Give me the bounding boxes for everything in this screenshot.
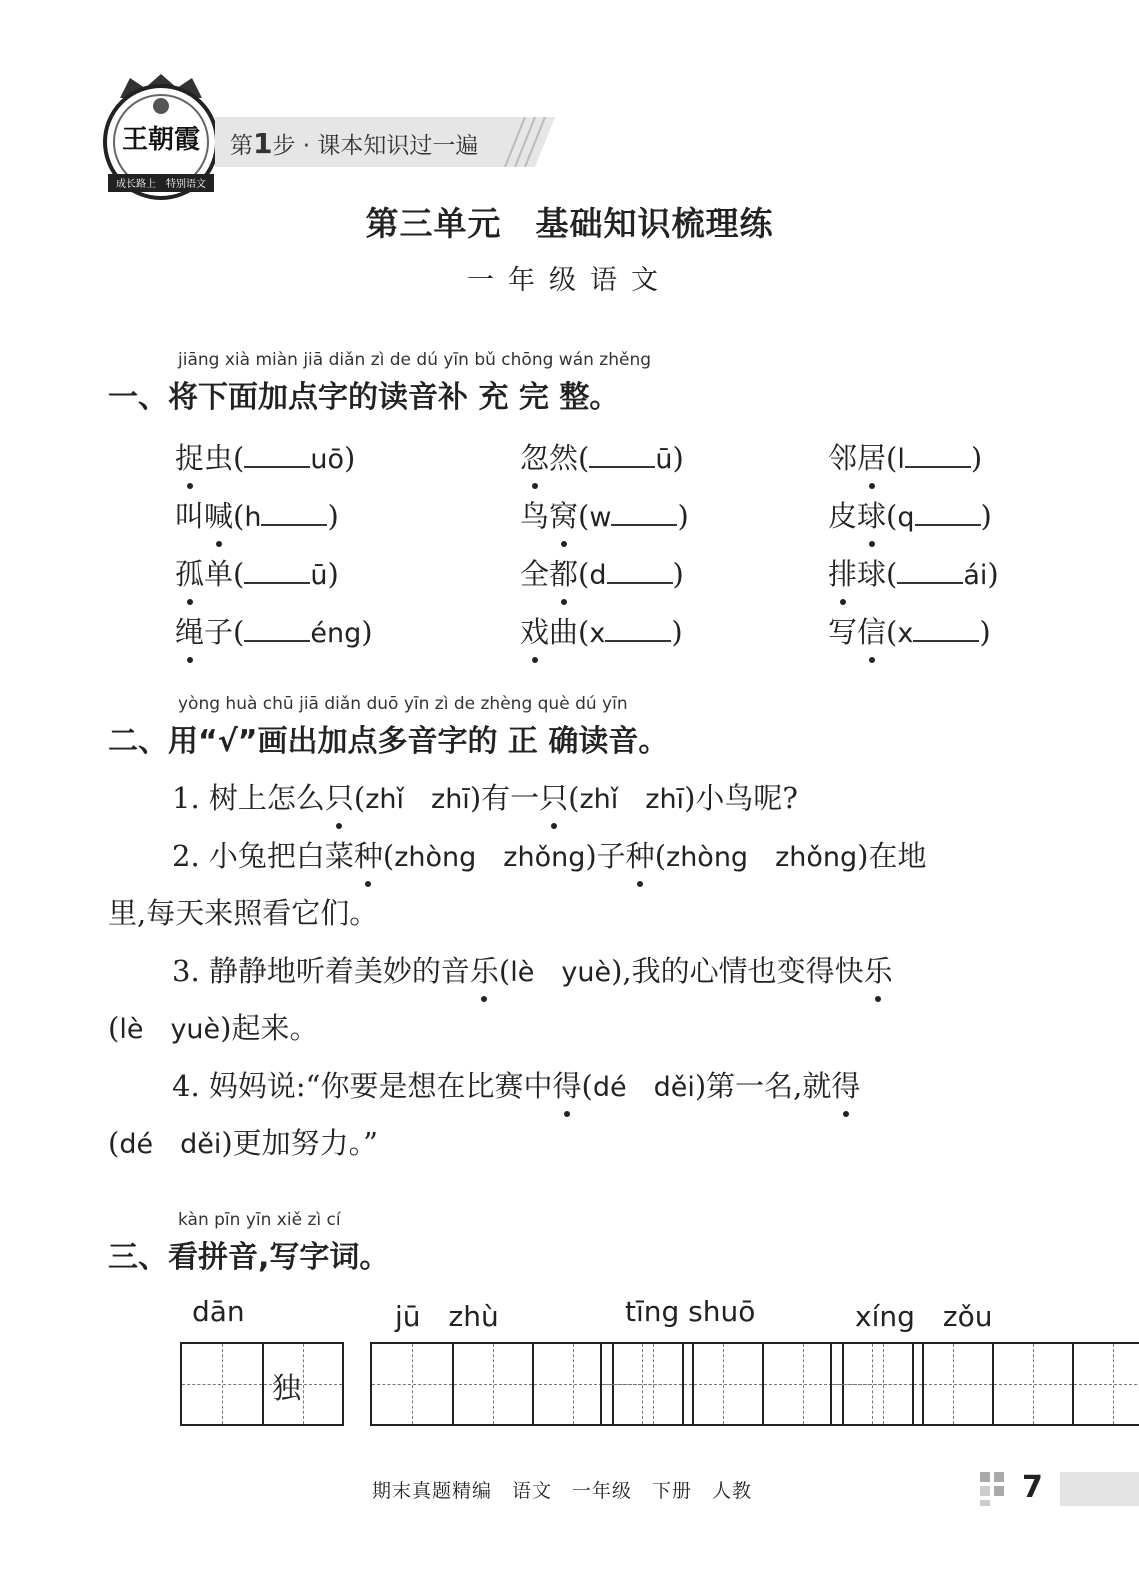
text: 1. 树上怎么 — [172, 781, 325, 815]
paren: ) — [327, 499, 339, 533]
tianzige-cell[interactable] — [832, 1344, 912, 1424]
given-pinyin: ái — [963, 560, 988, 591]
paren: ) — [361, 615, 373, 649]
tianzige-cell[interactable] — [452, 1344, 532, 1424]
given-pinyin: x — [897, 618, 914, 649]
answer-blank[interactable] — [905, 440, 971, 468]
step-label: 第1步 · 课本知识过一遍 — [230, 127, 479, 160]
writing-grid[interactable] — [830, 1342, 1139, 1426]
text: 4. 妈妈说:“你要是想在比赛中 — [172, 1069, 553, 1103]
footer-text: 期末真题精编 语文 一年级 下册 人教 — [372, 1480, 753, 1502]
answer-blank[interactable] — [913, 614, 979, 642]
question-line — [172, 836, 926, 878]
paren: ) — [672, 441, 684, 475]
hanzi: 窝 — [549, 499, 579, 533]
paren: ( — [233, 499, 245, 533]
word-pinyin: jū zhù — [395, 1300, 499, 1333]
pinyin-options[interactable]: dé děi — [592, 1072, 695, 1103]
hanzi: 捉 — [175, 441, 205, 475]
section2-pinyin: yòng huà chū jiā diǎn duō yīn zì de zhèng què dú yīn — [178, 694, 628, 714]
paren: ( — [233, 615, 245, 649]
given-pinyin: x — [589, 618, 606, 649]
question-line — [108, 1123, 378, 1165]
answer-blank[interactable] — [607, 556, 673, 584]
given-pinyin: w — [589, 502, 612, 533]
question-line — [108, 1008, 318, 1050]
word-pinyin: dān — [192, 1295, 245, 1328]
answer-blank[interactable] — [611, 498, 677, 526]
tianzige-cell[interactable] — [372, 1344, 452, 1424]
tianzige-cell[interactable] — [912, 1344, 992, 1424]
paren: ) — [970, 441, 983, 475]
question-line — [172, 778, 798, 820]
question-line — [172, 1066, 860, 1108]
text: ( — [382, 839, 395, 873]
paren: ( — [886, 499, 898, 533]
answer-blank[interactable] — [261, 498, 327, 526]
section3-title: 三、看拼音,写字词。 — [108, 1240, 390, 1275]
word-pinyin: xíng zǒu — [855, 1300, 993, 1333]
text: )在地 — [857, 839, 927, 873]
given-pinyin: q — [897, 502, 915, 533]
text: )更加努力。” — [221, 1126, 378, 1160]
polyphone-char: 乐 — [863, 954, 893, 988]
word-pinyin: tīng shuō — [625, 1295, 756, 1328]
paren: ) — [677, 499, 689, 533]
polyphone-char: 得 — [831, 1069, 861, 1103]
polyphone-char: 只 — [324, 781, 354, 815]
section1-pinyin: jiāng xià miàn jiā diǎn zì de dú yīn bǔ chōng wán zhěng — [178, 350, 652, 370]
text: )小鸟呢? — [684, 781, 798, 815]
tianzige-cell[interactable] — [602, 1344, 682, 1424]
text: )有一 — [469, 781, 540, 815]
given-pinyin: éng — [310, 618, 362, 649]
reading-item — [175, 436, 355, 477]
hanzi: 叫 — [175, 499, 205, 533]
answer-blank[interactable] — [244, 614, 310, 642]
pinyin-options[interactable]: zhǐ zhī — [579, 784, 685, 815]
given-pinyin: ū — [655, 444, 673, 475]
paren: ) — [979, 615, 991, 649]
reading-item — [520, 552, 684, 593]
hanzi: 然 — [549, 441, 579, 475]
hanzi: 皮 — [828, 499, 858, 533]
hanzi: 子 — [204, 615, 234, 649]
question-line — [108, 893, 378, 933]
answer-blank[interactable] — [915, 498, 981, 526]
paren: ( — [578, 557, 590, 591]
text: ( — [568, 781, 580, 815]
polyphone-char: 乐 — [469, 954, 499, 988]
hanzi: 单 — [204, 557, 234, 591]
page-subtitle: 一年级语文 — [467, 265, 672, 296]
section2-title: 二、用“√”画出加点多音字的 正 确读音。 — [108, 724, 669, 759]
pinyin-options[interactable]: zhǐ zhī — [365, 784, 470, 815]
pinyin-options[interactable]: zhòng zhǒng — [666, 842, 858, 873]
hanzi: 曲 — [549, 615, 579, 649]
hanzi: 鸟 — [520, 499, 550, 533]
text: ( — [108, 1011, 120, 1045]
polyphone-char: 得 — [552, 1069, 582, 1103]
hanzi: 都 — [549, 557, 579, 591]
answer-blank[interactable] — [244, 556, 310, 584]
answer-blank[interactable] — [605, 614, 671, 642]
text: 2. 小兔把白菜 — [172, 839, 354, 873]
svg-text:特别语文: 特别语文 — [166, 179, 206, 190]
hanzi: 信 — [857, 615, 887, 649]
given-pinyin: l — [897, 444, 905, 475]
hanzi: 球 — [857, 499, 887, 533]
tianzige-cell[interactable] — [992, 1344, 1072, 1424]
reading-item — [828, 436, 982, 477]
hanzi: 忽 — [520, 441, 550, 475]
tianzige-cell[interactable] — [682, 1344, 762, 1424]
text: ( — [498, 954, 511, 988]
paren: ) — [344, 441, 356, 475]
paren: ) — [987, 557, 999, 591]
hanzi: 居 — [857, 441, 887, 475]
paren: ( — [886, 441, 898, 475]
pinyin-options[interactable]: lè yuè — [119, 1014, 221, 1045]
reading-item — [520, 610, 683, 651]
text: ( — [108, 1126, 120, 1160]
paren: ( — [578, 499, 590, 533]
reading-item — [520, 494, 689, 535]
publisher-logo — [100, 70, 222, 200]
svg-text:王朝霞: 王朝霞 — [121, 125, 201, 155]
writing-grid[interactable] — [180, 1342, 344, 1426]
paren: ( — [886, 615, 898, 649]
hanzi: 喊 — [204, 499, 234, 533]
hanzi: 排 — [828, 557, 858, 591]
answer-blank[interactable] — [897, 556, 963, 584]
given-pinyin: ū — [310, 560, 328, 591]
page-number: 7 — [1022, 1470, 1043, 1505]
text: ( — [654, 839, 667, 873]
answer-blank[interactable] — [244, 440, 310, 468]
paren: ) — [980, 499, 992, 533]
paren: ( — [578, 441, 590, 475]
text: ( — [353, 781, 366, 815]
svg-text:成长路上: 成长路上 — [116, 179, 156, 190]
text: 里,每天来照看它们。 — [108, 896, 379, 930]
hanzi: 邻 — [828, 441, 858, 475]
text: ( — [581, 1069, 593, 1103]
polyphone-char: 种 — [353, 839, 383, 873]
paren: ) — [671, 615, 683, 649]
pinyin-options[interactable]: lè yuè — [510, 957, 612, 988]
hanzi: 虫 — [204, 441, 234, 475]
paren: ( — [886, 557, 898, 591]
section3-pinyin: kàn pīn yīn xiě zì cí — [178, 1210, 341, 1230]
paren: ( — [233, 441, 245, 475]
polyphone-char: 只 — [539, 781, 569, 815]
given-pinyin: uō — [310, 444, 344, 475]
reading-item — [828, 552, 999, 593]
question-line — [172, 951, 893, 993]
pinyin-options[interactable]: dé děi — [119, 1129, 222, 1160]
page-corner-decoration — [980, 1472, 1139, 1506]
given-pinyin: h — [244, 502, 262, 533]
hanzi: 孤 — [175, 557, 205, 591]
hanzi: 球 — [857, 557, 887, 591]
text: )第一名,就 — [694, 1069, 832, 1103]
word-suffix: 独 — [272, 1371, 302, 1405]
answer-blank[interactable] — [589, 440, 655, 468]
hanzi: 戏 — [520, 615, 550, 649]
tianzige-cell[interactable] — [182, 1344, 262, 1424]
paren: ( — [578, 615, 590, 649]
given-pinyin: d — [589, 560, 607, 591]
pinyin-options[interactable]: zhòng zhǒng — [394, 842, 586, 873]
paren: ( — [233, 557, 245, 591]
section1-title: 一、将下面加点字的读音补 充 完 整。 — [108, 380, 620, 415]
tianzige-cell[interactable] — [1072, 1344, 1139, 1424]
reading-item — [828, 610, 991, 651]
text: )子 — [585, 839, 626, 873]
paren: ) — [672, 557, 684, 591]
reading-item — [175, 552, 339, 593]
text: ),我的心情也变得快 — [611, 954, 864, 988]
paren: ) — [327, 557, 339, 591]
text: 3. 静静地听着美妙的音 — [172, 954, 470, 988]
polyphone-char: 种 — [625, 839, 655, 873]
reading-item — [828, 494, 992, 535]
reading-item — [175, 610, 373, 651]
hanzi: 绳 — [175, 615, 205, 649]
text: )起来。 — [220, 1011, 319, 1045]
reading-item — [520, 436, 684, 477]
page-title: 第三单元 基础知识梳理练 — [365, 204, 774, 243]
reading-item — [175, 494, 339, 535]
hanzi: 写 — [828, 615, 858, 649]
hanzi: 全 — [520, 557, 550, 591]
